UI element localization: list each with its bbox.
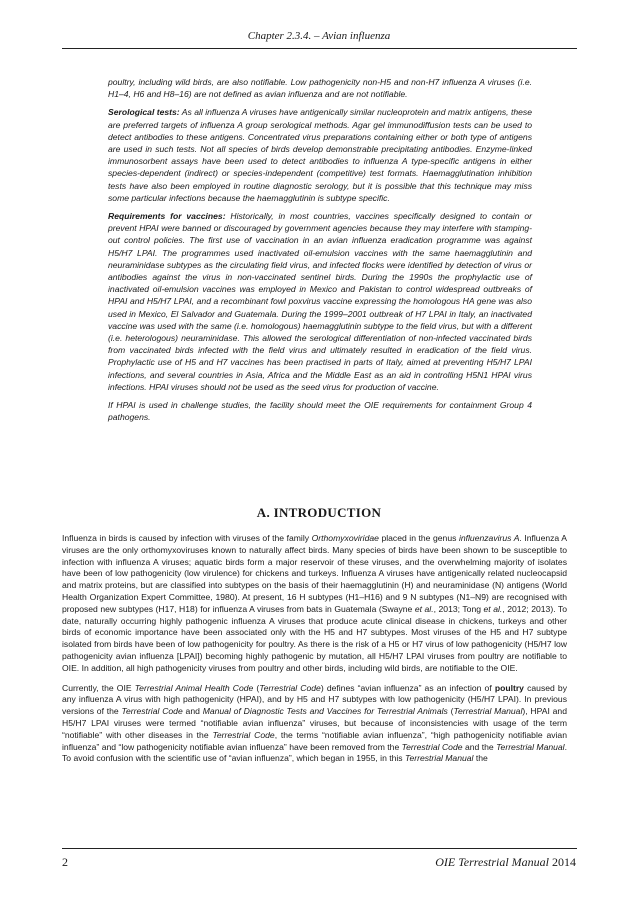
page-number: 2 [62, 855, 68, 869]
text-run: Influenza in birds is caused by infection with viruses of the family [62, 533, 312, 543]
italic-term: Terrestrial Animal Health Code [134, 682, 254, 693]
italic-term: Terrestrial Manual [496, 741, 565, 752]
text-run: and the [462, 741, 497, 752]
footer-manual-title [435, 855, 576, 870]
serological-tests-text: As all influenza A viruses have antigenically similar nucleoprotein and matrix antigens, these are preferred targets of influenza A group serological methods. Agar gel immunodiffusion tests can be used to detect antibodies to these antigens. Concentrated virus preparations containing either or both type of antigens are used in such tests. Not all species of birds develop demonstrable precipitating antibodies. Enzyme-linked immunosorbent assays have been used to detect antibodies to influenza A type-specific antigens in either species-dependent (indirect) or species-independent (competitive) test formats. Haemagglutination inhibition tests have also been employed in routine diagnostic serology, but it is possible that this technique may miss some particular infections because the haemagglutinin is subtype specific. [108, 107, 532, 203]
italic-term: Terrestrial Code [121, 706, 183, 717]
manual-year: 2014 [549, 855, 576, 869]
page-header: Chapter 2.3.4. – Avian influenza [247, 30, 391, 42]
introduction-body [62, 533, 567, 773]
italic-term: influenzavirus A [458, 533, 520, 543]
italic-term: et al. [414, 603, 434, 614]
text-run: placed in the genus [378, 533, 459, 543]
italic-term: Terrestrial Code [212, 729, 275, 740]
italic-term: Orthomyxoviridae [311, 533, 379, 543]
italic-term: Manual of Diagnostic Tests and Vaccines for Terrestrial Animals [202, 706, 448, 717]
text-run: the [473, 753, 488, 764]
italic-term: Terrestrial Manual [405, 753, 474, 764]
serological-tests-heading: Serological tests: [108, 107, 180, 118]
italic-term: et al. [483, 603, 503, 614]
vaccines-text: Historically, in most countries, vaccines specifically designed to contain or prevent HPAI were banned or discouraged by government agencies because they may interfere with stamping-out control policies. The first use of vaccination in an avian influenza eradication programme was against H5/H7 LPAI. The programmes used inactivated oil-emulsion vaccines with the same haemagglutinin and neuraminidase subtypes as the circulating field virus, and infected flocks were identified by detection of virus or antibodies against the virus in non-vaccinated sentinel birds. During the 1990s the prophylactic use of inactivated oil-emulsion vaccines was employed in Mexico and Pakistan to control widespread outbreaks of HPAI and H5/H7 LPAI, and a recombinant fowl poxvirus vaccine expressing the homologous HA gene was also used in Mexico, El Salvador and Guatemala. During the 1999–2001 outbreak of H7 LPAI in Italy, an inactivated vaccine was used with the same (i.e. homologous) haemagglutinin subtype to the field virus, but with a different (i.e. heterologous) neuraminidase. This allowed the serological differentiation of non-infected vaccinated birds from vaccinated birds infected with the field virus and ultimately resulted in eradication of the field virus. Prophylactic use of H5 and H7 vaccines has been practised in parts of Italy, aimed at preventing H5/H7 LPAI infections, and several countries in Asia, Africa and the Middle East as an aid in controlling H5N1 HPAI virus infections. HPAI viruses should not be used as the seed virus for production of vaccine. [108, 211, 532, 392]
text-run: ), HPAI and H5/H7 LPAI viruses were termed “notifiable avian influenza” viruses, but because of inconsistencies with usage of the term “notifiable” with other diseases in the [62, 706, 567, 740]
text-run: . Influenza A viruses are the only orthomyxoviruses known to naturally affect birds. Many species of birds have been shown to be susceptible to infection with influenza A viruses; aquatic birds form a major reservoir of these viruses, and the overwhelming majority of isolates have been of low pathogenicity (low virulence) for chickens and turkeys. Influenza A viruses have antigenically related nucleocapsid and matrix proteins, but are classified into subtypes on the basis of their haemagglutinin (H) and neuraminidase (N) antigens (World Health Organization Expert Committee, 1980). At present, 16 H subtypes (H1–H16) and 9 N subtypes (N1–N9) are recognised with proposed new subtypes (H17, H18) for influenza A viruses from bats in Guatemala (Swayne [62, 533, 567, 614]
manual-title-italic: OIE Terrestrial Manual [435, 855, 549, 869]
italic-term: Terrestrial Code [401, 741, 463, 752]
text-run: , the terms “notifiable avian influenza”, “high pathogenicity notifiable avian influenza” and “low pathogenicity notifiable avian influenza” have been removed from the [62, 729, 567, 752]
text-run: and [182, 706, 203, 717]
italic-term: Terrestrial Manual [453, 706, 523, 717]
text-run: , 2012; 2013). To date, naturally occurring highly pathogenic influenza A viruses that produce acute clinical disease in chickens, turkeys and other birds of economic importance have been associated only with the H5 and H7 subtypes. Most viruses of the H5 and H7 subtype isolated from birds have been of low pathogenicity for poultry. As there is the risk of a H5 or H7 virus of low pathogenicity (H5/H7 low pathogenicity avian influenza [LPAI]) becoming highly pathogenic by mutation, all H5/H7 LPAI viruses from poultry are notifiable to OIE. In addition, all high pathogenicity viruses from poultry and other birds, including wild birds, are notifiable to the OIE. [62, 603, 568, 673]
summary-paragraph-vaccines [108, 210, 532, 393]
section-title: A. INTRODUCTION [256, 505, 382, 520]
introduction-paragraph-2 [62, 683, 567, 766]
introduction-paragraph-1 [62, 533, 567, 675]
summary-block [108, 76, 532, 429]
text-run: Currently, the OIE [62, 682, 135, 693]
bold-term: poultry [494, 682, 524, 693]
summary-paragraph-serological [108, 106, 532, 204]
footer-rule [62, 848, 577, 849]
text-run: ( [253, 682, 260, 693]
italic-term: Terrestrial Code [259, 682, 321, 693]
header-rule [62, 48, 577, 49]
text-run: caused by any influenza A virus with high pathogenicity (HPAI), and by H5 and H7 subtypes with low pathogenicity (H5/H7 LPAI). In previous versions of the [62, 682, 567, 717]
summary-paragraph-notifiable: poultry, including wild birds, are also notifiable. Low pathogenicity non-H5 and non-H7 influenza A viruses (i.e. H1–4, H6 and H8–16) are not defined as avian influenza and are not notifiable. [108, 77, 532, 100]
text-run: ( [447, 706, 454, 717]
text-run: ) defines “avian influenza” as an infection of [320, 682, 495, 693]
text-run: . To avoid confusion with the scientific use of “avian influenza”, which began in 1955, in this [62, 741, 567, 764]
summary-paragraph-containment: If HPAI is used in challenge studies, the facility should meet the OIE requirements for containment Group 4 pathogens. [108, 400, 532, 423]
vaccines-heading: Requirements for vaccines: [108, 211, 226, 222]
text-run: , 2013; Tong [433, 603, 484, 614]
